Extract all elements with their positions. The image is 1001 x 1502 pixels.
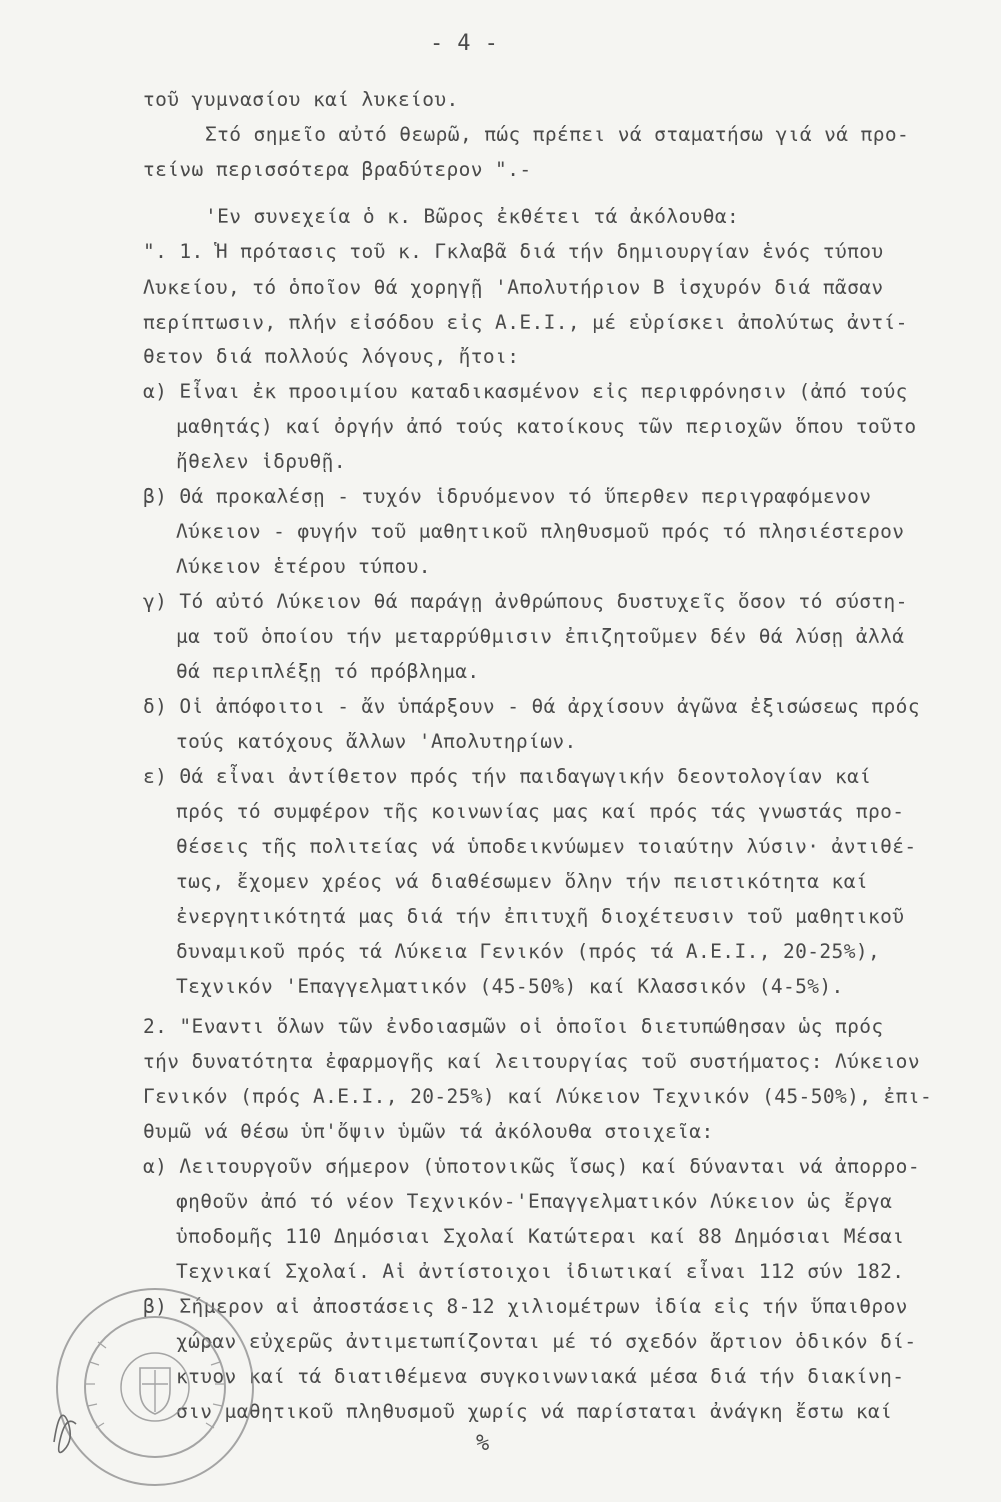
- text-line: β) Θά προκαλέσῃ - τυχόν ἱδρυόμενον τό ὕπερθεν περιγραφόμενον: [143, 485, 872, 508]
- text-line: Τεχνικόν 'Επαγγελματικόν (45-50%) καί Κλασσικόν (4-5%).: [176, 975, 844, 998]
- text-line: τοῦ γυμνασίου καί λυκείου.: [143, 88, 459, 111]
- text-line: α) Λειτουργοῦν σήμερον (ὑποτονικῶς ἴσως) καί δύνανται νά ἀπορρο-: [143, 1155, 920, 1178]
- text-line: θυμῶ νά θέσω ὑπ'ὄψιν ὑμῶν τά ἀκόλουθα στοιχεῖα:: [143, 1120, 714, 1143]
- text-line: Στό σημεῖο αὐτό θεωρῶ, πώς πρέπει νά σταματήσω γιά νά προ-: [205, 123, 910, 146]
- text-line: ". 1. Ἡ πρότασις τοῦ κ. Γκλαβᾶ διά τήν δημιουργίαν ἑνός τύπου: [143, 240, 884, 263]
- text-line: σιν μαθητικοῦ πληθυσμοῦ χωρίς νά παρίσταται ἀνάγκη ἔστω καί: [176, 1400, 893, 1423]
- text-line: τούς κατόχους ἄλλων 'Απολυτηρίων.: [176, 730, 577, 753]
- text-line: ὑποδομῆς 110 Δημόσιαι Σχολαί Κατώτεραι καί 88 Δημόσιαι Μέσαι: [176, 1225, 905, 1248]
- text-line: φηθοῦν ἀπό τό νέον Τεχνικόν-'Επαγγελματικόν Λύκειον ὡς ἔργα: [176, 1190, 893, 1213]
- text-line: θέσεις τῆς πολιτείας νά ὑποδεικνύωμεν τοιαύτην λύσιν· ἀντιθέ-: [176, 835, 917, 858]
- text-line: κτυον καί τά διατιθέμενα συγκοινωνιακά μέσα διά τήν διακίνη-: [176, 1365, 905, 1388]
- text-line: 2. "Εναντι ὅλων τῶν ἐνδοιασμῶν οἱ ὁποῖοι διετυπώθησαν ὡς πρός: [143, 1015, 884, 1038]
- text-line: Τεχνικαί Σχολαί. Αἱ ἀντίστοιχοι ἰδιωτικαί εἶναι 112 σύν 182.: [176, 1260, 905, 1283]
- text-line: χώραν εὐχερῶς ἀντιμετωπίζονται μέ τό σχεδόν ἄρτιον ὁδικόν δί-: [176, 1330, 917, 1353]
- text-line: δυναμικοῦ πρός τά Λύκεια Γενικόν (πρός τά Α.Ε.Ι., 20-25%),: [176, 940, 881, 963]
- footer-mark: %: [476, 1431, 490, 1456]
- text-line: Λύκειον - φυγήν τοῦ μαθητικοῦ πληθυσμοῦ πρός τό πλησιέστερον: [176, 520, 905, 543]
- text-line: Λύκειον ἑτέρου τύπου.: [176, 555, 431, 578]
- text-line: μα τοῦ ὁποίου τήν μεταρρύθμισιν ἐπιζητοῦμεν δέν θά λύσῃ ἀλλά: [176, 625, 905, 648]
- text-line: θετον διά πολλούς λόγους, ἤτοι:: [143, 345, 520, 368]
- text-line: β) Σήμερον αἱ ἀποστάσεις 8-12 χιλιομέτρων ἰδία εἰς τήν ὕπαιθρον: [143, 1295, 908, 1318]
- page-number: - 4 -: [430, 31, 499, 56]
- text-line: πρός τό συμφέρον τῆς κοινωνίας μας καί πρός τάς γνωστάς προ-: [176, 800, 905, 823]
- text-line: Γενικόν (πρός Α.Ε.Ι., 20-25%) καί Λύκειον Τεχνικόν (45-50%), ἐπι-: [143, 1085, 933, 1108]
- text-line: μαθητάς) καί ὀργήν ἀπό τούς κατοίκους τῶν περιοχῶν ὅπου τοῦτο: [176, 415, 917, 438]
- text-line: περίπτωσιν, πλήν εἰσόδου εἰς Α.Ε.Ι., μέ εὑρίσκει ἀπολύτως ἀντί-: [143, 311, 908, 334]
- text-line: ἐνεργητικότητά μας διά τήν ἐπιτυχῆ διοχέτευσιν τοῦ μαθητικοῦ: [176, 905, 905, 928]
- text-line: γ) Τό αὐτό Λύκειον θά παράγῃ ἀνθρώπους δυστυχεῖς ὅσον τό σύστη-: [143, 590, 908, 613]
- text-line: ε) Θά εἶναι ἀντίθετον πρός τήν παιδαγωγικήν δεοντολογίαν καί: [143, 765, 872, 788]
- official-seal-stamp: [40, 1272, 270, 1502]
- text-line: τείνω περισσότερα βραδύτερον ".-: [143, 158, 532, 181]
- text-line: θά περιπλέξῃ τό πρόβλημα.: [176, 660, 480, 683]
- text-line: 'Εν συνεχεία ὁ κ. Βῶρος ἐκθέτει τά ἀκόλουθα:: [205, 205, 740, 228]
- text-line: τήν δυνατότητα ἐφαρμογῆς καί λειτουργίας τοῦ συστήματος: Λύκειον: [143, 1050, 920, 1073]
- text-line: Λυκείου, τό ὁποῖον θά χορηγῇ 'Απολυτήριον Β ἰσχυρόν διά πᾶσαν: [143, 276, 884, 299]
- text-line: α) Εἶναι ἐκ προοιμίου καταδικασμένον εἰς περιφρόνησιν (ἀπό τούς: [143, 380, 908, 403]
- text-line: τως, ἔχομεν χρέος νά διαθέσωμεν ὅλην τήν πειστικότητα καί: [176, 870, 868, 893]
- text-line: ἤθελεν ἱδρυθῇ.: [176, 450, 346, 473]
- text-line: δ) Οἱ ἀπόφοιτοι - ἄν ὑπάρξουν - θά ἀρχίσουν ἀγῶνα ἐξισώσεως πρός: [143, 695, 920, 718]
